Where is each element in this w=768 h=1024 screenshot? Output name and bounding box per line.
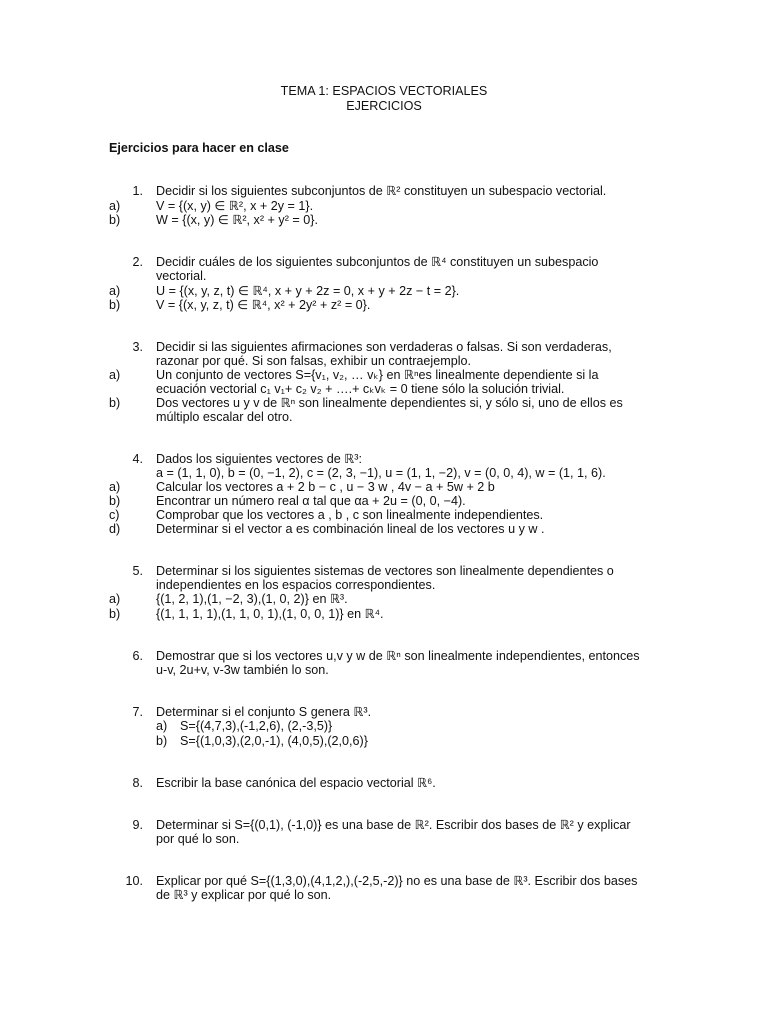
exercise-statement: de ℝ³ y explicar por qué lo son. xyxy=(156,888,332,902)
exercise-number: 4. xyxy=(132,452,143,466)
item-text: Determinar si el vector a es combinación lineal de los vectores u y w . xyxy=(156,522,545,536)
item-text: Encontrar un número real α tal que αa + 2u = (0, 0, −4). xyxy=(156,494,466,508)
exercise-statement: Determinar si los siguientes sistemas de vectores son linealmente dependientes o xyxy=(156,564,614,578)
exercise-statement: por qué lo son. xyxy=(156,832,240,846)
item-text-continued: múltiplo escalar del otro. xyxy=(156,410,293,424)
item-letter: b) xyxy=(156,734,168,748)
exercise-statement: Decidir si los siguientes subconjuntos de ℝ² constituyen un subespacio vectorial. xyxy=(156,184,607,198)
exercise-statement: a = (1, 1, 0), b = (0, −1, 2), c = (2, 3, −1), u = (1, 1, −2), v = (0, 0, 4), w = (1, 1, 6). xyxy=(156,466,606,480)
exercise-statement: independientes en los espacios correspondientes. xyxy=(156,578,436,592)
item-text: U = {(x, y, z, t) ∈ ℝ⁴, x + y + 2z = 0, x + y + 2z − t = 2}. xyxy=(156,284,460,298)
title-block xyxy=(0,84,768,114)
item-text: Dos vectores u y v de ℝⁿ son linealmente dependientes si, y sólo si, uno de ellos es xyxy=(156,396,623,410)
item-text: S={(1,0,3),(2,0,-1), (4,0,5),(2,0,6)} xyxy=(180,734,368,748)
exercise-number: 10. xyxy=(125,874,143,888)
item-text: {(1, 2, 1),(1, −2, 3),(1, 0, 2)} en ℝ³. xyxy=(156,592,348,606)
exercise-statement: Decidir cuáles de los siguientes subconjuntos de ℝ⁴ constituyen un subespacio xyxy=(156,255,599,269)
item-text: {(1, 1, 1, 1),(1, 1, 0, 1),(1, 0, 0, 1)} en ℝ⁴. xyxy=(156,607,384,621)
document-title: TEMA 1: ESPACIOS VECTORIALES xyxy=(280,84,488,98)
item-text: Comprobar que los vectores a , b , c son linealmente independientes. xyxy=(156,508,544,522)
item-letter: a) xyxy=(109,368,121,382)
item-letter: b) xyxy=(109,607,121,621)
exercise-number: 5. xyxy=(132,564,143,578)
exercise-statement: Determinar si S={(0,1), (-1,0)} es una base de ℝ². Escribir dos bases de ℝ² y explicar xyxy=(156,818,631,832)
exercise-number: 9. xyxy=(132,818,143,832)
item-text: W = {(x, y) ∈ ℝ², x² + y² = 0}. xyxy=(156,213,318,227)
item-text: Un conjunto de vectores S={v₁, v₂, … vₖ} en ℝⁿes linealmente dependiente si la xyxy=(156,368,599,382)
exercise-number: 6. xyxy=(132,649,143,663)
item-letter: c) xyxy=(109,508,120,522)
exercise-statement: Escribir la base canónica del espacio vectorial ℝ⁶. xyxy=(156,776,436,790)
item-letter: a) xyxy=(109,592,121,606)
item-letter: a) xyxy=(109,199,121,213)
exercise-statement: razonar por qué. Si son falsas, exhibir un contraejemplo. xyxy=(156,354,472,368)
exercise-number: 2. xyxy=(132,255,143,269)
item-letter: b) xyxy=(109,494,121,508)
exercise-statement: vectorial. xyxy=(156,269,207,283)
item-text-continued: ecuación vectorial c₁ v₁+ c₂ v₂ + ….+ cₖvₖ = 0 tiene sólo la solución trivial. xyxy=(156,382,565,396)
item-letter: a) xyxy=(156,719,168,733)
item-text: Calcular los vectores a + 2 b − c , u − 3 w , 4v − a + 5w + 2 b xyxy=(156,480,495,494)
exercise-statement: Dados los siguientes vectores de ℝ³: xyxy=(156,452,362,466)
item-text: S={(4,7,3),(-1,2,6), (2,-3,5)} xyxy=(180,719,333,733)
exercise-statement: Decidir si las siguientes afirmaciones son verdaderas o falsas. Si son verdaderas, xyxy=(156,340,612,354)
item-text: V = {(x, y, z, t) ∈ ℝ⁴, x² + 2y² + z² = 0}. xyxy=(156,298,371,312)
item-letter: d) xyxy=(109,522,121,536)
item-letter: a) xyxy=(109,480,121,494)
item-text: V = {(x, y) ∈ ℝ², x + 2y = 1}. xyxy=(156,199,314,213)
document-subtitle: EJERCICIOS xyxy=(346,99,422,113)
section-title: Ejercicios para hacer en clase xyxy=(109,141,289,155)
exercise-number: 1. xyxy=(132,184,143,198)
exercise-statement: Explicar por qué S={(1,3,0),(4,1,2,),(-2,5,-2)} no es una base de ℝ³. Escribir dos bases xyxy=(156,874,638,888)
item-letter: b) xyxy=(109,213,121,227)
exercise-statement: Demostrar que si los vectores u,v y w de ℝⁿ son linealmente independientes, entonces xyxy=(156,649,640,663)
item-letter: b) xyxy=(109,396,121,410)
exercise-number: 8. xyxy=(132,776,143,790)
exercise-statement: Determinar si el conjunto S genera ℝ³. xyxy=(156,705,372,719)
item-letter: b) xyxy=(109,298,121,312)
exercise-number: 7. xyxy=(132,705,143,719)
item-letter: a) xyxy=(109,284,121,298)
exercise-number: 3. xyxy=(132,340,143,354)
exercise-statement: u-v, 2u+v, v-3w también lo son. xyxy=(156,663,329,677)
